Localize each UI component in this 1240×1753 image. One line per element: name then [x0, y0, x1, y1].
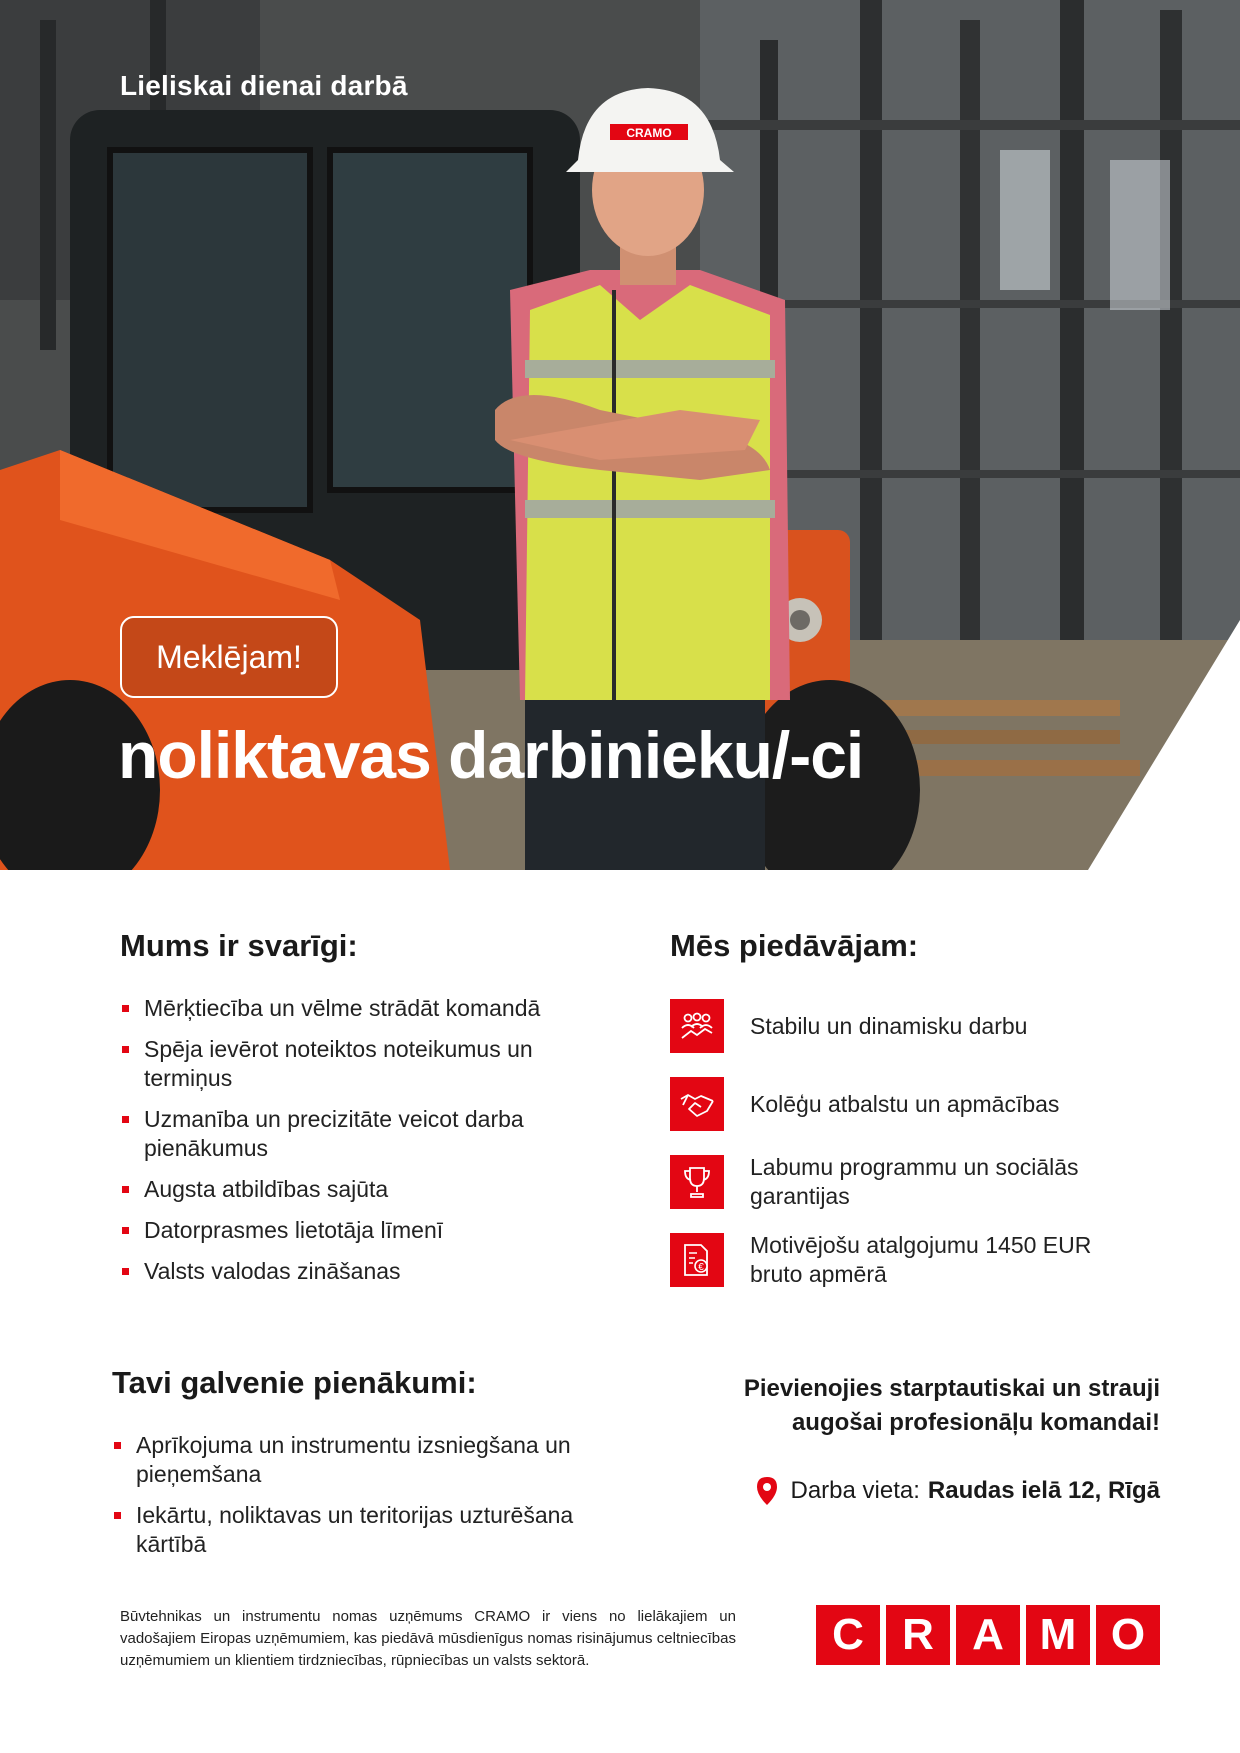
logo-letter: O — [1096, 1605, 1160, 1665]
salary-document-icon — [670, 1233, 724, 1287]
logo-letter: C — [816, 1605, 880, 1665]
list-item: Valsts valodas zināšanas — [120, 1257, 620, 1286]
cramo-logo — [816, 1605, 1160, 1665]
duties-title: Tavi galvenie pienākumi: — [112, 1365, 477, 1400]
join-line-1: Pievienojies starptautiskai un strauji — [743, 1375, 1160, 1402]
call-to-action — [600, 1372, 1160, 1506]
offer-text: Motivējošu atalgojumu 1450 EUR bruto apmērā — [750, 1232, 1092, 1287]
hero-section — [0, 0, 1240, 870]
location-address: Raudas ielā 12, Rīgā — [927, 1477, 1160, 1504]
offer-item — [670, 1232, 1130, 1288]
location-label: Darba vieta: — [790, 1477, 920, 1504]
trophy-icon — [670, 1155, 724, 1209]
seeking-badge: Meklējam! — [120, 616, 338, 698]
handshake-icon — [670, 1077, 724, 1131]
requirements-list — [120, 994, 620, 1286]
work-location — [600, 1476, 1160, 1506]
offers-title: Mēs piedāvājam: — [670, 928, 919, 963]
list-item: Spēja ievērot noteiktos noteikumus un termiņus — [120, 1035, 574, 1093]
offer-item — [670, 1154, 1130, 1210]
duties-list — [112, 1431, 632, 1559]
tagline: Lieliskai dienai darbā — [120, 70, 408, 101]
company-description: Būvtehnikas un instrumentu nomas uzņēmums CRAMO ir viens no lielākajiem un vadošajiem Eiropas uzņēmumiem, kas piedāvā mūsdienīgus nomas risinājumus celtniecības uzņēmumiem un klientiem tirdzniecības, rūpniecības un valsts sektorā. — [120, 1608, 736, 1669]
offer-text: Labumu programmu un sociālās garantijas — [750, 1154, 1079, 1209]
requirements-title: Mums ir svarīgi: — [120, 928, 358, 963]
logo-letter: A — [956, 1605, 1020, 1665]
list-item: Datorprasmes lietotāja līmenī — [120, 1216, 620, 1245]
logo-letter: M — [1026, 1605, 1090, 1665]
list-item: Iekārtu, noliktavas un teritorijas uzturēšana kārtībā — [112, 1501, 606, 1559]
list-item: Uzmanība un precizitāte veicot darba pienākumus — [120, 1105, 574, 1163]
offers-section — [670, 928, 1130, 1288]
list-item: Augsta atbildības sajūta — [120, 1175, 620, 1204]
offer-item — [670, 998, 1130, 1054]
job-title: noliktavas darbinieku/-ci — [118, 718, 864, 792]
join-line-2: augošai profesionāļu komandai! — [791, 1409, 1160, 1436]
offer-text: Stabilu un dinamisku darbu — [750, 1012, 1028, 1039]
list-item: Mērķtiecība un vēlme strādāt komandā — [120, 994, 620, 1023]
offer-item — [670, 1076, 1130, 1132]
list-item: Aprīkojuma un instrumentu izsniegšana un pieņemšana — [112, 1431, 606, 1489]
requirements-section — [120, 928, 620, 1298]
offer-text: Kolēģu atbalstu un apmācības — [750, 1090, 1060, 1117]
location-pin-icon — [756, 1476, 778, 1506]
svg-text:€: € — [698, 1262, 704, 1273]
logo-letter: R — [886, 1605, 950, 1665]
helmet-logo-text: CRAMO — [626, 126, 672, 140]
team-growth-icon — [670, 999, 724, 1053]
duties-section — [112, 1365, 632, 1571]
